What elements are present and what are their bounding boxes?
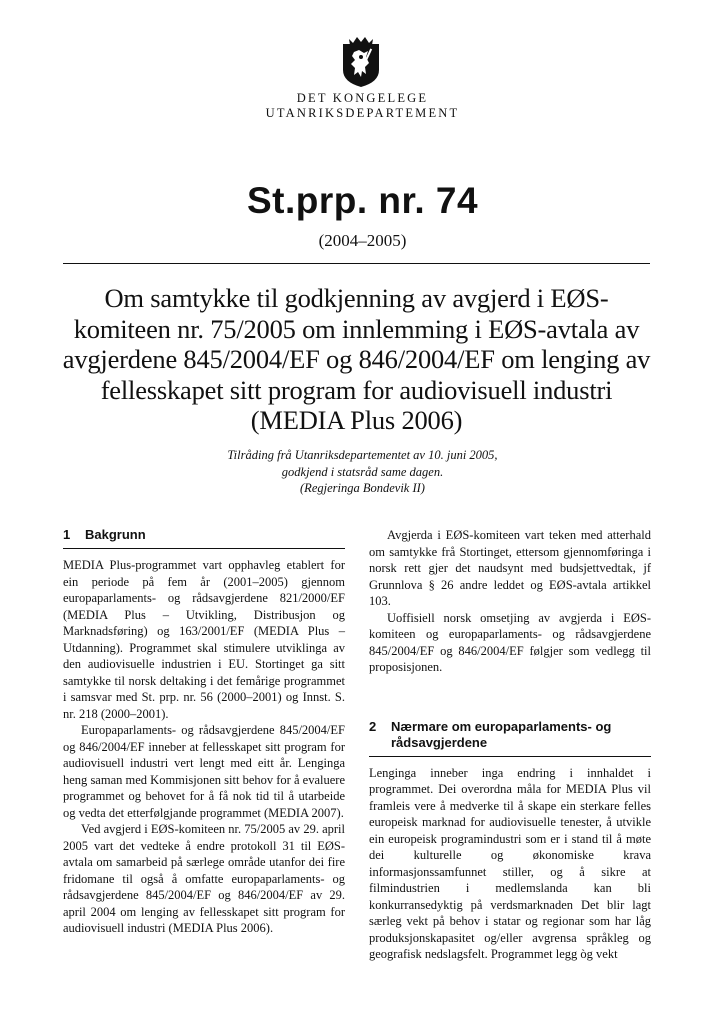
norwegian-royal-crest-icon <box>335 34 387 88</box>
section-number: 2 <box>369 718 377 734</box>
paragraph: MEDIA Plus-programmet vart opphavleg etablert for ein periode på fem år (2001–2005) gjennom europaparlaments- og rådsavgjerdene 821/2000/EF (MEDIA Plus – Utvikling, Distribusjon og Marknadsføring) og 163/2001/EF (MEDIA Plus – Utdanning). Programmet skal stimulere utviklinga av den audiovisuelle industrien i EU. Stortinget ga sitt samtykke til norsk deltaking i det femårige programmet i samsvar med St. prp. nr. 56 (2000–2001) og Innst. S. nr. 218 (2000–2001). <box>63 558 345 721</box>
recommendation-line: godkjend i statsråd same dagen. <box>281 464 444 479</box>
paragraph: Europaparlaments- og rådsavgjerdene 845/2004/EF og 846/2004/EF inneber at fellesskapet sitt program for audiovisuell industri vert lengt med eitt år. Lenginga heng saman med Kommisjonen sitt behov for å evaluere programmet og behovet for å få nok tid til å utarbeide og vedta det etterfølgjande programmet (MEDIA 2007). <box>63 723 345 820</box>
recommendation-line: Tilråding frå Utanriksdepartementet av 10. juni 2005, <box>227 448 498 462</box>
document-title: Om samtykke til godkjenning av avgjerd i EØS-komiteen nr. 75/2005 om innlemming i EØS-avtala av avgjerdene 845/2004/EF og 846/2004/EF om lenging av fellesskapet sitt program for audiovisuell industri (MEDIA Plus 2006) <box>62 283 651 435</box>
paragraph: Avgjerda i EØS-komiteen vart teken med atterhald om samtykke frå Stortinget, ettersom gjennomføringa i norsk rett gjer det naudsynt med budsjettvedtak, jf Grunnlova § 26 andre leddet og EØS-avtala artikkel 103. <box>369 528 651 608</box>
ministry-name-line1: DET KONGELEGE <box>296 91 429 105</box>
left-column <box>63 527 345 937</box>
title-divider <box>63 263 650 264</box>
section-title: Nærmare om europaparlaments- og rådsavgjerdene <box>391 718 612 750</box>
section-title: Bakgrunn <box>85 527 146 542</box>
section-heading <box>63 527 345 549</box>
section-heading <box>369 719 651 757</box>
recommendation-line: (Regjeringa Bondevik II) <box>300 481 425 495</box>
paragraph: Ved avgjerd i EØS-komiteen nr. 75/2005 av 29. april 2005 vart det vedteke å endre protokoll 31 til EØS-avtala om samarbeid på særlege område utanfor dei fire fridomane til også å omfatte europaparlaments- og rådsavgjerdene 845/2004/EF og 846/2004/EF av 29. april 2004 om lenging av fellesskapet sitt program for audiovisuell industri (MEDIA Plus 2006). <box>63 822 345 935</box>
recommendation-block <box>0 447 725 497</box>
paragraph: Uoffisiell norsk omsetjing av avgjerda i EØS-komiteen og europaparlaments- og rådsavgjerdene 845/2004/EF og 846/2004/EF følgjer som vedlegg til proposisjonen. <box>369 610 651 674</box>
ministry-name-line2: UTANRIKSDEPARTEMENT <box>265 106 460 120</box>
paragraph: Lenginga inneber inga endring i innhaldet i programmet. Dei overordna måla for MEDIA Plus vil framleis vere å medverke til å skape ein sterkare felles europeisk marknad for audiovisuelle tenester, å utvikle ein europeisk programindustri som er i stand til å møte dei kulturelle og økonomiske krava informasjonssamfunnet stiller, og å sikre at filmindustrien i medlemslanda kan bli konkurransedyktig på verdsmarknaden Det blir lagt særleg vekt på behov i statar og regionar som har låg produksjonskapasitet og/eller avgrensa språkleg og geografisk nedslagsfelt. Programmet legg òg vekt <box>369 765 651 961</box>
right-column <box>369 527 651 963</box>
section-number: 1 <box>63 527 71 542</box>
document-number: St.prp. nr. 74 <box>246 180 479 221</box>
session-period: (2004–2005) <box>318 231 407 250</box>
